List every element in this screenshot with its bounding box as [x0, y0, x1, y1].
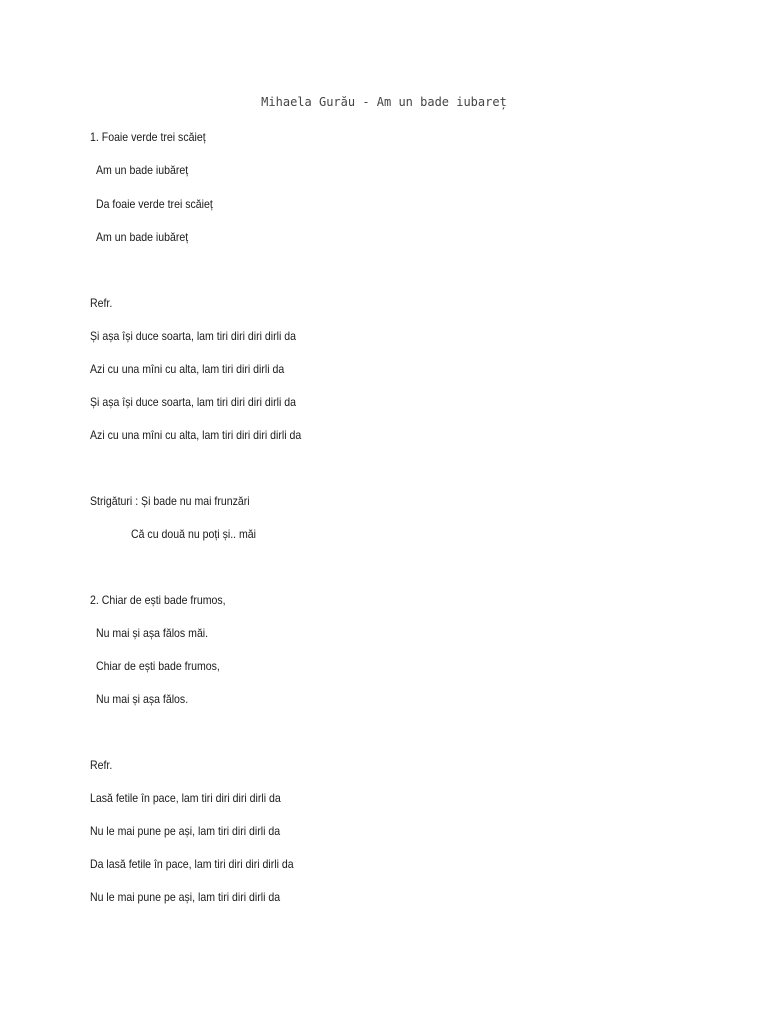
refrain-2-line-4: Nu le mai pune pe ași, lam tiri diri dirli da: [90, 890, 281, 904]
refrain-1-line-1: Și așa își duce soarta, lam tiri diri diri dirli da: [90, 329, 297, 343]
strigaturi-line-1: Strigături : Și bade nu mai frunzări: [90, 494, 250, 508]
verse-2-line-3: Chiar de ești bade frumos,: [96, 659, 220, 673]
strigaturi-line-2: Că cu două nu poți și.. măi: [131, 527, 257, 541]
document-title: Mihaela Gurău - Am un bade iubareț: [261, 95, 507, 109]
refrain-1-line-4: Azi cu una mîni cu alta, lam tiri diri diri dirli da: [90, 428, 302, 442]
refrain-2-line-3: Da lasă fetile în pace, lam tiri diri diri dirli da: [90, 857, 294, 871]
verse-1-line-3: Da foaie verde trei scăieț: [96, 197, 213, 211]
refrain-1-line-2: Azi cu una mîni cu alta, lam tiri diri dirli da: [90, 362, 285, 376]
refrain-1-line-3: Și așa își duce soarta, lam tiri diri diri dirli da: [90, 395, 297, 409]
verse-1-line-1: 1. Foaie verde trei scăieț: [90, 130, 206, 144]
refrain-2-label: Refr.: [90, 758, 113, 772]
verse-2-line-2: Nu mai și așa fălos măi.: [96, 626, 209, 640]
refrain-1-label: Refr.: [90, 296, 113, 310]
verse-2-line-1: 2. Chiar de ești bade frumos,: [90, 593, 226, 607]
verse-1-line-2: Am un bade iubăreț: [96, 163, 189, 177]
verse-2-line-4: Nu mai și așa fălos.: [96, 692, 189, 706]
refrain-2-line-2: Nu le mai pune pe ași, lam tiri diri dirli da: [90, 824, 281, 838]
refrain-2-line-1: Lasă fetile în pace, lam tiri diri diri dirli da: [90, 791, 281, 805]
verse-1-line-4: Am un bade iubăreț: [96, 230, 189, 244]
